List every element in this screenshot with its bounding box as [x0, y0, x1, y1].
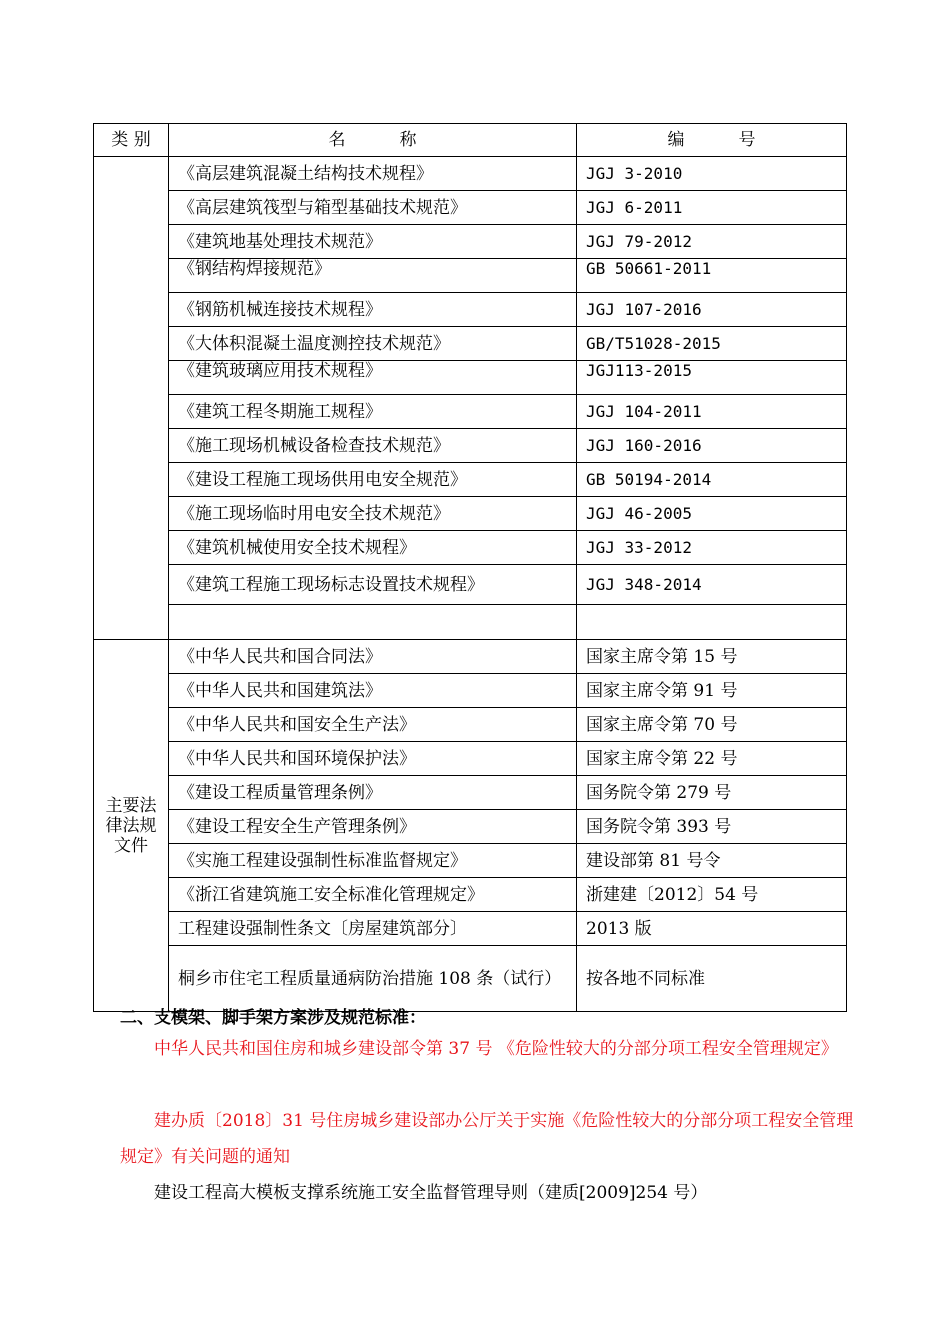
standard-code: GB 50194-2014	[577, 463, 847, 497]
standard-name	[169, 605, 577, 640]
standard-name: 《建筑机械使用安全技术规程》	[169, 531, 577, 565]
header-name: 名 称	[169, 124, 577, 157]
standard-name: 《钢结构焊接规范》	[169, 259, 577, 293]
table-row	[94, 259, 847, 293]
standard-code: JGJ 6-2011	[577, 191, 847, 225]
law-code: 国家主席令第 91 号	[577, 674, 847, 708]
law-code: 国务院令第 279 号	[577, 776, 847, 810]
law-code: 浙建建〔2012〕54 号	[577, 878, 847, 912]
table-row	[94, 531, 847, 565]
law-name: 《中华人民共和国安全生产法》	[169, 708, 577, 742]
table-row	[94, 605, 847, 640]
table-row	[94, 191, 847, 225]
standard-code: JGJ 104-2011	[577, 395, 847, 429]
standard-code: JGJ 79-2012	[577, 225, 847, 259]
table-header-row	[94, 124, 847, 157]
table-row	[94, 395, 847, 429]
law-name: 《中华人民共和国合同法》	[169, 640, 577, 674]
table-row	[94, 640, 847, 674]
law-code: 建设部第 81 号令	[577, 844, 847, 878]
standard-name: 《建筑工程冬期施工规程》	[169, 395, 577, 429]
law-code: 国家主席令第 22 号	[577, 742, 847, 776]
standard-name: 《高层建筑混凝土结构技术规程》	[169, 157, 577, 191]
table-row	[94, 776, 847, 810]
regulation-paragraph-1: 中华人民共和国住房和城乡建设部令第 37 号 《危险性较大的分部分项工程安全管理规定》	[154, 1039, 838, 1059]
standard-code: JGJ 46-2005	[577, 497, 847, 531]
law-code: 国务院令第 393 号	[577, 810, 847, 844]
law-code: 2013 版	[577, 912, 847, 946]
header-category: 类 别	[94, 124, 169, 157]
law-code: 国家主席令第 70 号	[577, 708, 847, 742]
standard-name: 《钢筋机械连接技术规程》	[169, 293, 577, 327]
table-row	[94, 293, 847, 327]
law-name: 《建设工程质量管理条例》	[169, 776, 577, 810]
category-cell-technical	[94, 157, 169, 640]
standard-name: 《施工现场机械设备检查技术规范》	[169, 429, 577, 463]
standard-code: JGJ 3-2010	[577, 157, 847, 191]
table-row	[94, 742, 847, 776]
table-row	[94, 497, 847, 531]
table-row	[94, 463, 847, 497]
standard-name: 《大体积混凝土温度测控技术规范》	[169, 327, 577, 361]
regulation-paragraph-2: 建办质〔2018〕31 号住房城乡建设部办公厅关于实施《危险性较大的分部分项工程安全管理规定》有关问题的通知	[120, 1111, 854, 1167]
standard-code: JGJ113-2015	[577, 361, 847, 395]
standard-code	[577, 605, 847, 640]
standard-code: JGJ 33-2012	[577, 531, 847, 565]
table-row	[94, 157, 847, 191]
standard-name: 《建设工程施工现场供用电安全规范》	[169, 463, 577, 497]
regulation-paragraph-3: 建设工程高大模板支撑系统施工安全监督管理导则（建质[2009]254 号）	[154, 1183, 708, 1203]
table-row	[94, 912, 847, 946]
standard-code: GB 50661-2011	[577, 259, 847, 293]
category-cell-laws: 主要法律法规文件	[94, 640, 169, 1012]
law-name: 《中华人民共和国建筑法》	[169, 674, 577, 708]
standard-name: 《高层建筑筏型与箱型基础技术规范》	[169, 191, 577, 225]
table-row	[94, 844, 847, 878]
law-name: 桐乡市住宅工程质量通病防治措施 108 条（试行）	[169, 946, 577, 1012]
law-name: 工程建设强制性条文〔房屋建筑部分〕	[169, 912, 577, 946]
law-name: 《浙江省建筑施工安全标准化管理规定》	[169, 878, 577, 912]
table-row	[94, 327, 847, 361]
standard-name: 《建筑工程施工现场标志设置技术规程》	[169, 565, 577, 605]
law-name: 《建设工程安全生产管理条例》	[169, 810, 577, 844]
standards-table	[93, 123, 847, 1012]
table-row	[94, 878, 847, 912]
table-row	[94, 946, 847, 1012]
section-heading: 二、支模架、脚手架方案涉及规范标准：	[120, 1008, 426, 1028]
table-row	[94, 225, 847, 259]
law-code: 按各地不同标准	[577, 946, 847, 1012]
law-name: 《中华人民共和国环境保护法》	[169, 742, 577, 776]
table-row	[94, 429, 847, 463]
standard-code: JGJ 160-2016	[577, 429, 847, 463]
header-code: 编 号	[577, 124, 847, 157]
table-row	[94, 361, 847, 395]
table-row	[94, 708, 847, 742]
table-row	[94, 674, 847, 708]
law-code: 国家主席令第 15 号	[577, 640, 847, 674]
standard-code: JGJ 348-2014	[577, 565, 847, 605]
standard-name: 《建筑地基处理技术规范》	[169, 225, 577, 259]
table-row	[94, 565, 847, 605]
law-name: 《实施工程建设强制性标准监督规定》	[169, 844, 577, 878]
standard-code: JGJ 107-2016	[577, 293, 847, 327]
standard-name: 《建筑玻璃应用技术规程》	[169, 361, 577, 395]
table-row	[94, 810, 847, 844]
standard-code: GB/T51028-2015	[577, 327, 847, 361]
standard-name: 《施工现场临时用电安全技术规范》	[169, 497, 577, 531]
